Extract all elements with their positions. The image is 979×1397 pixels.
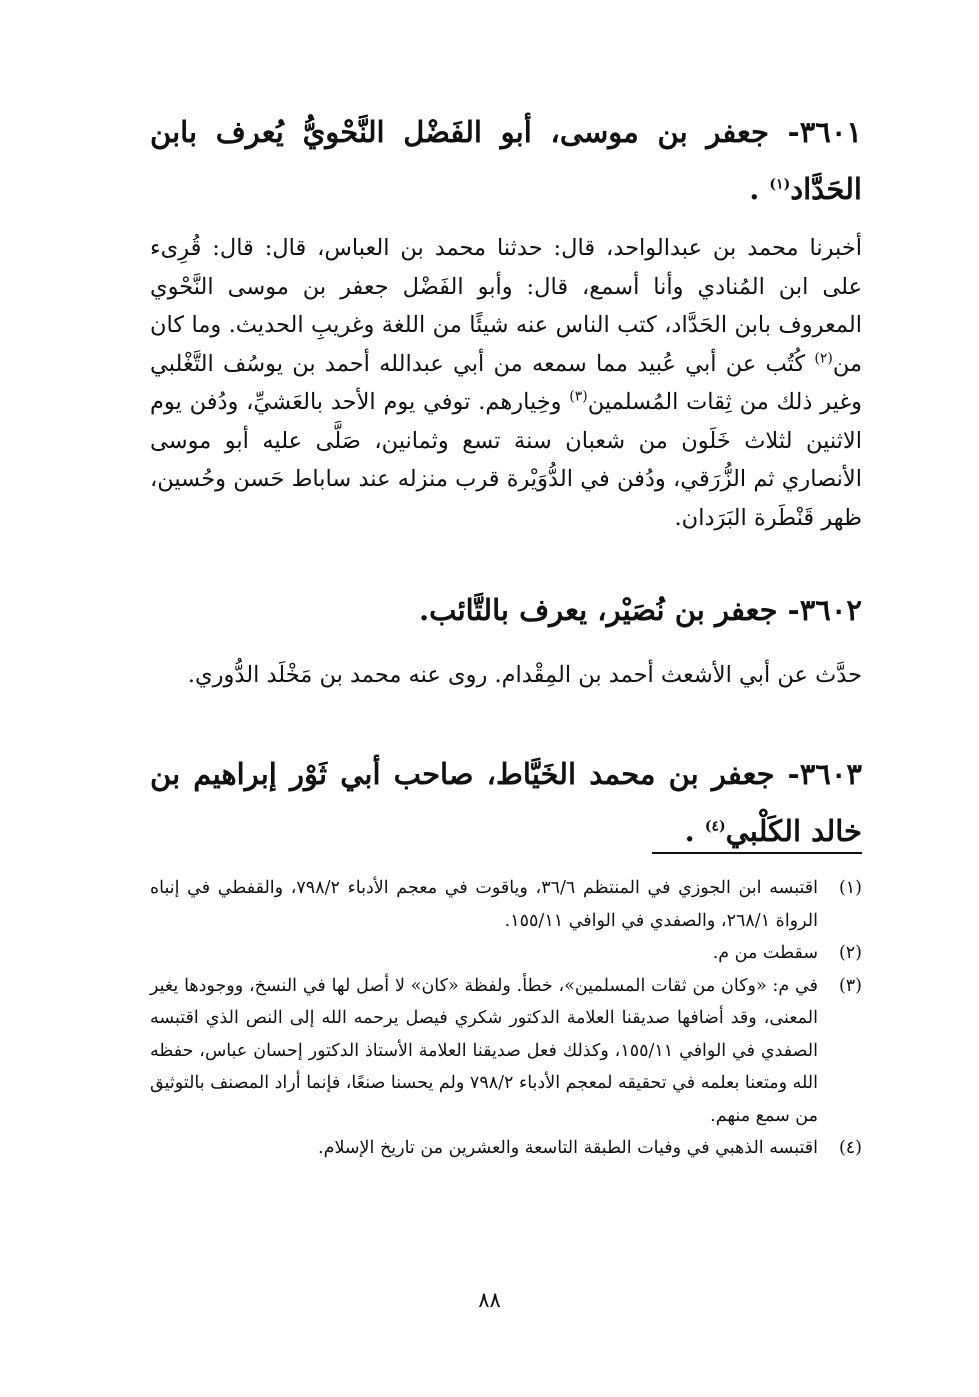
footnote-ref: (٣) (569, 388, 588, 405)
footnote-text: اقتبسه ابن الجوزي في المنتظم ٣٦/٦، وياقوت في معجم الأدباء ٧٩٨/٢، والقفطي في إنباه الرواة ٢٦٨/١، والصفدي في الوافي ١٥٥/١١. (150, 878, 818, 931)
entry-body-3602 (150, 656, 862, 695)
body-text: حدَّث عن أبي الأشعث أحمد بن المِقْدام. روى عنه محمد بن مَخْلَد الدُّوري. (187, 662, 862, 688)
footnote-number: (١) (838, 878, 862, 898)
entry-heading-3602 (150, 582, 862, 639)
footnotes (150, 872, 862, 1165)
footnote-ref: (٢) (814, 350, 833, 366)
footnote-2 (150, 937, 862, 970)
body-text: أخبرنا محمد بن عبدالواحد، قال: حدثنا محمد بن العباس، قال: قال: قُرِىء على ابن المُنادي وأنا أسمع، قال: وأبو الفَضْل جعفر بن موسى النَّحْوي المعروف بابن الحَدَّاد، كتب الناس عنه شيئًا من اللغة وغريبِ الحديث. وما كان من (150, 235, 862, 377)
heading-end-punct: . (684, 814, 695, 848)
footnote-text: اقتبسه الذهبي في وفيات الطبقة التاسعة والعشرين من تاريخ الإسلام. (318, 1138, 818, 1158)
entry-heading-3603 (150, 746, 862, 860)
footnote-separator (652, 852, 862, 854)
heading-end-punct: . (749, 172, 760, 206)
entry-heading-text: ٣٦٠١- جعفر بن موسى، أبو الفَضْل النَّحْويُّ يُعرف بابن الحَدَّاد (150, 115, 862, 206)
body-text: كُتُب عن أبي عُبيد مما سمعه من أبي عبدالله أحمد بن يوسُف التَّغْلبي وغير ذلك من ثِقات المُسلمين (150, 350, 863, 415)
footnote-ref: (١) (769, 176, 791, 193)
footnote-ref: (٤) (704, 818, 726, 835)
footnote-text: في م: «وكان من ثقات المسلمين»، خطأ. ولفظة «كان» لا أصل لها في النسخ، ووجودها يغير المعنى، وقد أضافها صديقنا العلامة الدكتور شكري فيصل يرحمه الله إلى النص الذي اقتبسه الصفدي في الوافي ١٥٥/١١، وكذلك فعل صديقنا العلامة الأستاذ الدكتور إحسان عباس، حفظه الله ومتعنا بعلمه في تحقيقه لمعجم الأدباء ٧٩٨/٢ ولم يحسنا صنعًا، فإنما أراد المصنف بالتوثيق من سمع منهم. (150, 975, 819, 1126)
footnote-number: (٣) (838, 975, 862, 996)
footnote-text: سقطت من م. (712, 943, 818, 963)
entry-heading-3601 (150, 104, 862, 218)
footnote-3 (150, 970, 862, 1133)
body-text: وخِيارهم. توفي يوم الأحد بالعَشيِّ، ودُفن يوم الاثنين لثلاث خَلَون من شعبان سنة تسع وثمانين، صَلَّى عليه أبو موسى الأنصاري ثم الزُّرَقي، ودُفن في الدُّوَيْرة قرب منزله عند ساباط حَسن وحُسين، ظهر قَنْطَرة البَرَدان. (150, 389, 862, 531)
footnote-1 (150, 872, 862, 937)
footnote-number: (٤) (838, 1138, 862, 1158)
footnote-4 (150, 1132, 862, 1165)
entry-body-3601 (150, 229, 862, 537)
page-number: ٨٨ (478, 1288, 501, 1312)
entry-heading-text: ٣٦٠٣- جعفر بن محمد الخَيَّاط، صاحب أبي ثَوْر إبراهيم بن خالد الكَلْبي (150, 757, 862, 848)
entry-heading-text: ٣٦٠٢- جعفر بن نُصَيْر، يعرف بالتَّائب. (419, 593, 862, 627)
footnote-number: (٢) (838, 943, 862, 963)
